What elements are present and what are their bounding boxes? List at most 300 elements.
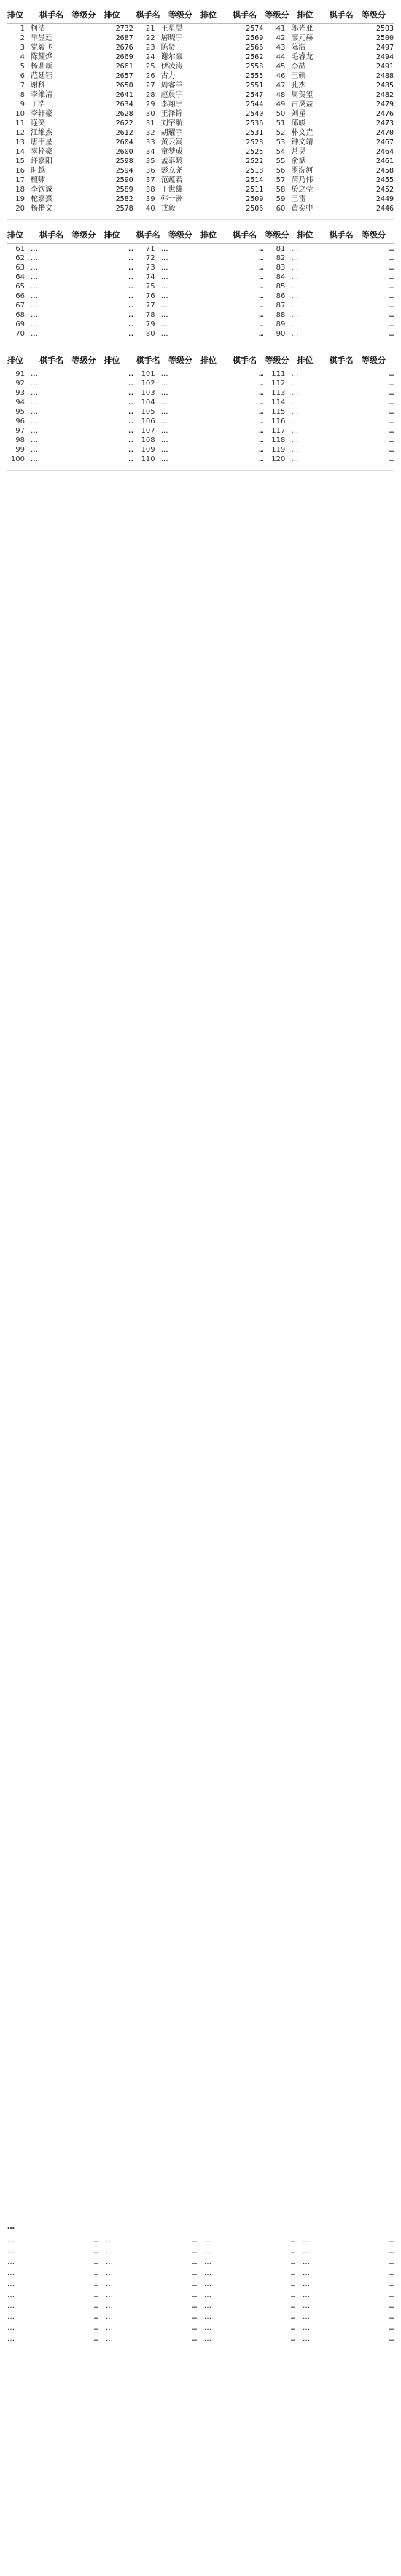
footer-grid	[7, 2236, 394, 2344]
rating-score: 2476	[375, 110, 394, 118]
table-row	[7, 157, 133, 166]
footer-list-item	[7, 2236, 98, 2245]
table-row	[7, 417, 133, 426]
player-name: …	[291, 264, 299, 272]
table-row	[268, 244, 394, 254]
player-name: 孔杰	[291, 82, 306, 90]
footer-player-name: …	[106, 2247, 113, 2255]
footer-rating-score: …	[93, 2335, 98, 2343]
rating-score: …	[128, 436, 133, 444]
rank: 25	[145, 63, 155, 71]
player-name: 刘星	[291, 110, 306, 118]
rank: 77	[145, 302, 155, 310]
player-name: 戎毅	[160, 205, 176, 213]
table-row	[138, 282, 264, 291]
rating-score: 2455	[375, 176, 394, 184]
header-cell: 等级分	[361, 10, 386, 20]
footer-player-name: …	[204, 2302, 211, 2310]
player-name: …	[160, 283, 168, 291]
table-row	[7, 24, 133, 34]
rank: 94	[15, 398, 25, 407]
player-name: 於之莹	[291, 186, 314, 194]
footer-list-item	[204, 2236, 295, 2245]
footer	[7, 2222, 394, 2344]
player-name: …	[160, 417, 168, 425]
rank: 111	[271, 370, 286, 378]
rank: 68	[15, 311, 25, 319]
table-row	[7, 185, 133, 195]
rank: 44	[276, 53, 286, 61]
player-name: 周睿羊	[160, 82, 183, 90]
footer-list-item	[204, 2312, 295, 2322]
player-name: 杨鼎新	[31, 63, 52, 71]
rank: 33	[145, 138, 155, 146]
footer-rating-score: …	[192, 2247, 197, 2255]
rating-score: …	[259, 245, 264, 253]
player-name: 屠晓宇	[160, 34, 183, 42]
rating-score: …	[259, 273, 264, 281]
rating-score: …	[128, 273, 133, 281]
rank: 45	[276, 63, 286, 71]
rating-score: 2446	[375, 205, 394, 213]
player-name: …	[291, 370, 299, 378]
table-row	[7, 263, 133, 272]
table-row	[138, 320, 264, 329]
rating-score: …	[259, 436, 264, 444]
player-name: 罗洗河	[291, 167, 314, 175]
player-name: 柁嘉熹	[31, 195, 52, 203]
player-name: …	[291, 380, 299, 388]
table-row	[138, 407, 264, 417]
footer-rating-score: …	[93, 2280, 98, 2288]
rank: 5	[20, 63, 25, 71]
table-row	[268, 119, 394, 128]
header-cell: 等级分	[265, 10, 289, 20]
player-name: …	[160, 302, 168, 310]
rating-score: 2589	[115, 186, 133, 194]
rating-score: 2464	[375, 148, 394, 156]
player-name: 赵晨宇	[160, 91, 183, 99]
player-name: 钟文靖	[291, 138, 314, 146]
footer-player-name: …	[303, 2291, 310, 2299]
player-name: …	[160, 254, 168, 262]
rank: 23	[145, 44, 155, 52]
player-name: …	[31, 427, 38, 435]
player-name: …	[31, 446, 38, 454]
header-cell: 棋手名	[233, 10, 257, 20]
rating-score: …	[389, 408, 394, 416]
footer-list-item	[204, 2323, 295, 2333]
player-name: 丁浩	[31, 101, 45, 109]
table-row	[7, 34, 133, 43]
player-name: …	[160, 408, 168, 416]
player-name: …	[31, 273, 38, 281]
player-name: …	[31, 389, 38, 397]
rating-score: …	[128, 245, 133, 253]
footer-rating-score: …	[389, 2258, 394, 2266]
rank: 34	[145, 148, 155, 156]
rank: 62	[15, 254, 25, 262]
table-row	[268, 417, 394, 426]
player-name: …	[31, 264, 38, 272]
table-row	[7, 100, 133, 109]
footer-list-item	[303, 2301, 394, 2311]
player-name: 檀啸	[31, 176, 45, 184]
player-name: …	[160, 264, 168, 272]
footer-rating-score: …	[192, 2269, 197, 2277]
player-name: 王硕	[291, 72, 306, 80]
table-row	[138, 71, 264, 81]
rank-column	[7, 369, 133, 464]
table-row	[138, 263, 264, 272]
rank: 57	[276, 176, 286, 184]
table-row	[268, 100, 394, 109]
rank: 87	[276, 302, 286, 310]
rank: 112	[271, 380, 286, 388]
rank: 83	[276, 264, 286, 272]
table-row	[268, 379, 394, 388]
rating-score: …	[389, 446, 394, 454]
footer-list-item	[204, 2301, 295, 2311]
rank: 82	[276, 254, 286, 262]
footer-list-item	[106, 2279, 197, 2289]
table-row	[7, 369, 133, 379]
table-row	[7, 329, 133, 339]
rating-score: …	[389, 245, 394, 253]
rank-block-header	[7, 227, 394, 244]
table-row	[138, 100, 264, 109]
rating-score: 2461	[375, 157, 394, 165]
footer-list-item	[303, 2269, 394, 2278]
footer-player-name: …	[7, 2237, 15, 2245]
rating-score: 2687	[115, 34, 133, 42]
rank: 50	[276, 110, 286, 118]
rating-score: …	[389, 273, 394, 281]
table-row	[268, 62, 394, 71]
header-cell: 等级分	[168, 230, 192, 240]
footer-player-name: …	[303, 2269, 310, 2277]
rank: 26	[145, 72, 155, 80]
footer-player-name: …	[7, 2313, 15, 2321]
table-row	[138, 291, 264, 301]
footer-list-item	[204, 2269, 295, 2278]
table-row	[7, 244, 133, 254]
rank: 28	[145, 91, 155, 99]
player-name: 邬光亚	[291, 25, 314, 33]
table-row	[268, 128, 394, 138]
rank: 75	[145, 283, 155, 291]
rank: 1	[20, 25, 25, 33]
header-cell: 棋手名	[329, 10, 354, 20]
rating-score: …	[128, 302, 133, 310]
player-name: 胡耀宇	[160, 129, 183, 137]
rank: 56	[276, 167, 286, 175]
header-cell: 棋手名	[233, 356, 257, 365]
rank: 58	[276, 186, 286, 194]
footer-rating-score: …	[290, 2247, 295, 2255]
player-name: …	[291, 321, 299, 329]
rating-score: 2503	[375, 25, 394, 33]
table-row	[7, 71, 133, 81]
table-row	[7, 455, 133, 464]
rating-score: 2488	[375, 72, 394, 80]
footer-rating-score: …	[290, 2335, 295, 2343]
footer-list-item	[7, 2301, 98, 2311]
rating-score: …	[389, 417, 394, 425]
rank: 8	[20, 91, 25, 99]
rank-column	[7, 24, 133, 213]
rank: 95	[15, 408, 25, 416]
rating-score: …	[389, 398, 394, 407]
rating-score: …	[128, 330, 133, 338]
table-row	[138, 185, 264, 195]
rank: 18	[15, 186, 25, 194]
rating-score: …	[128, 283, 133, 291]
header-cell: 等级分	[265, 356, 289, 365]
player-name: 陈贤	[160, 44, 176, 52]
rating-score: …	[259, 283, 264, 291]
rank: 92	[15, 380, 25, 388]
rating-score: 2497	[375, 44, 394, 52]
footer-player-name: …	[106, 2313, 113, 2321]
footer-player-name: …	[7, 2269, 15, 2277]
rating-score: …	[128, 446, 133, 454]
footer-player-name: …	[7, 2291, 15, 2299]
player-name: …	[291, 455, 299, 463]
player-name: 毛睿龙	[291, 53, 314, 61]
rating-score: …	[128, 417, 133, 425]
header-cell: 等级分	[71, 10, 96, 20]
rating-score: 2540	[246, 110, 264, 118]
table-row	[268, 291, 394, 301]
table-row	[138, 379, 264, 388]
rank: 84	[276, 273, 286, 281]
rank: 53	[276, 138, 286, 146]
player-name: …	[291, 254, 299, 262]
rank: 105	[141, 408, 155, 416]
rating-score: …	[128, 311, 133, 319]
table-row	[138, 109, 264, 119]
rating-score: 2600	[115, 148, 133, 156]
table-row	[138, 52, 264, 62]
rating-score: …	[259, 398, 264, 407]
footer-player-name: …	[7, 2247, 15, 2255]
rating-score: …	[389, 330, 394, 338]
header-cell: 排位	[297, 230, 314, 240]
player-name: 连笑	[31, 119, 45, 127]
rating-score: 2598	[115, 157, 133, 165]
player-name: …	[31, 408, 38, 416]
rank: 70	[15, 330, 25, 338]
rank: 101	[141, 370, 155, 378]
rating-score: …	[259, 389, 264, 397]
table-row	[138, 272, 264, 282]
rank: 60	[276, 205, 286, 213]
rating-score: 2551	[246, 82, 264, 90]
header-cell: 排位	[104, 356, 120, 365]
rank: 63	[15, 264, 25, 272]
footer-player-name: …	[106, 2258, 113, 2266]
footer-list-item	[7, 2334, 98, 2344]
rank-block	[7, 227, 394, 345]
player-name: 彭立尧	[160, 167, 183, 175]
rank: 109	[141, 446, 155, 454]
footer-player-name: …	[204, 2313, 211, 2321]
player-name: 杨楷文	[31, 205, 52, 213]
rating-score: …	[389, 264, 394, 272]
rank: 51	[276, 119, 286, 127]
rank: 104	[141, 398, 155, 407]
table-row	[138, 81, 264, 90]
player-name: 孟泰龄	[160, 157, 183, 165]
table-row	[138, 455, 264, 464]
header-cell: 棋手名	[39, 356, 64, 365]
footer-rating-score: …	[192, 2324, 197, 2332]
table-row	[7, 176, 133, 185]
footer-rating-score: …	[290, 2313, 295, 2321]
player-name: 邱峻	[291, 119, 306, 127]
table-row	[7, 301, 133, 310]
player-name: 韩一洲	[160, 195, 183, 203]
player-name: 柯洁	[31, 25, 45, 33]
header-cell: 排位	[7, 356, 23, 365]
table-row	[138, 426, 264, 436]
footer-player-name: …	[204, 2335, 211, 2343]
rank: 4	[20, 53, 25, 61]
footer-rating-score: …	[93, 2247, 98, 2255]
header-cell: 排位	[200, 10, 217, 20]
table-row	[138, 329, 264, 339]
player-name: …	[160, 292, 168, 300]
header-cell: 等级分	[168, 10, 192, 20]
table-row	[268, 369, 394, 379]
player-name: …	[31, 398, 38, 407]
rank: 32	[145, 129, 155, 137]
rating-score: …	[259, 417, 264, 425]
footer-player-name: …	[303, 2280, 310, 2288]
table-row	[7, 272, 133, 282]
rating-score: 2558	[246, 63, 264, 71]
rating-score: …	[259, 330, 264, 338]
footer-rating-score: …	[389, 2313, 394, 2321]
header-cell: 等级分	[361, 356, 386, 365]
header-cell: 排位	[297, 356, 314, 365]
header-cell: 排位	[200, 356, 217, 365]
rank: 10	[15, 110, 25, 118]
rating-score: 2650	[115, 82, 133, 90]
table-row	[268, 320, 394, 329]
player-name: 黄奕中	[291, 205, 314, 213]
rating-score: …	[389, 254, 394, 262]
footer-rating-score: …	[192, 2335, 197, 2343]
header-cell: 排位	[7, 230, 23, 240]
table-row	[7, 81, 133, 90]
rating-score: 2506	[246, 205, 264, 213]
footer-player-name: …	[303, 2302, 310, 2310]
rank: 90	[276, 330, 286, 338]
rank: 48	[276, 91, 286, 99]
player-name: …	[31, 417, 38, 425]
rating-score: …	[128, 427, 133, 435]
rank: 69	[15, 321, 25, 329]
rank: 40	[145, 205, 155, 213]
header-cell: 棋手名	[136, 10, 160, 20]
table-row	[138, 398, 264, 407]
table-row	[268, 388, 394, 398]
rank: 41	[276, 25, 286, 33]
rating-score: 2628	[115, 110, 133, 118]
table-row	[268, 426, 394, 436]
rating-score: 2479	[375, 101, 394, 109]
table-row	[268, 81, 394, 90]
rank: 24	[145, 53, 155, 61]
player-name: …	[291, 446, 299, 454]
rank: 17	[15, 176, 25, 184]
footer-list-item	[303, 2258, 394, 2267]
player-name: …	[160, 389, 168, 397]
footer-player-name: …	[204, 2258, 211, 2266]
footer-player-name: …	[303, 2324, 310, 2332]
footer-player-name: …	[7, 2280, 15, 2288]
player-name: …	[291, 292, 299, 300]
rating-score: …	[389, 370, 394, 378]
footer-title: …	[7, 2223, 15, 2231]
player-name: …	[160, 321, 168, 329]
rating-score: 2509	[246, 195, 264, 203]
footer-rating-score: …	[93, 2258, 98, 2266]
rank: 7	[20, 82, 25, 90]
table-row	[7, 388, 133, 398]
rating-score: 2732	[115, 25, 133, 33]
footer-player-name: …	[204, 2237, 211, 2245]
rank: 16	[15, 167, 25, 175]
footer-player-name: …	[204, 2269, 211, 2277]
rating-score: 2470	[375, 129, 394, 137]
header-cell: 等级分	[71, 230, 96, 240]
rating-score: 2531	[246, 129, 264, 137]
rank: 86	[276, 292, 286, 300]
footer-list-item	[7, 2279, 98, 2289]
rank: 71	[145, 245, 155, 253]
rank: 116	[271, 417, 286, 425]
rating-score: 2562	[246, 53, 264, 61]
rating-score: 2641	[115, 91, 133, 99]
table-row	[268, 301, 394, 310]
rating-score: 2612	[115, 129, 133, 137]
footer-player-name: …	[106, 2324, 113, 2332]
player-name: …	[160, 370, 168, 378]
rank: 64	[15, 273, 25, 281]
footer-list-item	[106, 2258, 197, 2267]
header-cell: 棋手名	[329, 230, 354, 240]
footer-list-item	[303, 2247, 394, 2256]
rating-score: 2482	[375, 91, 394, 99]
rating-score: …	[389, 380, 394, 388]
footer-list-item	[106, 2236, 197, 2245]
table-row	[138, 147, 264, 157]
rank: 15	[15, 157, 25, 165]
rank: 65	[15, 283, 25, 291]
player-name: 芈昱廷	[31, 34, 52, 42]
player-name: 王雷	[291, 195, 306, 203]
player-name: 谢尔豪	[160, 53, 183, 61]
footer-player-name: …	[303, 2237, 310, 2245]
footer-list-item	[303, 2290, 394, 2300]
rank: 61	[15, 245, 25, 253]
rank: 102	[141, 380, 155, 388]
rank: 80	[145, 330, 155, 338]
rank: 106	[141, 417, 155, 425]
